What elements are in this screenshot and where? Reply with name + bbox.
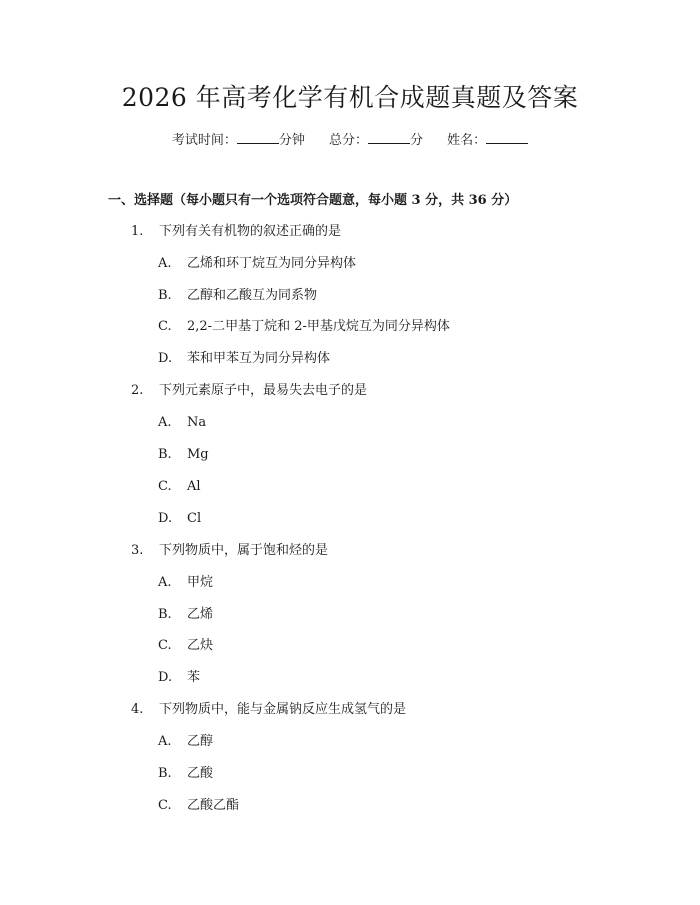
option-letter: D. [158,511,173,526]
option-letter: B. [158,288,172,303]
option[interactable] [158,477,201,497]
total-score-label: 总分： [328,133,368,148]
option[interactable] [158,732,213,752]
option-text: 苯 [187,670,201,685]
option-text: 乙烯 [187,607,214,622]
question [131,381,367,401]
option[interactable] [158,636,213,656]
exam-time-blank[interactable] [237,131,279,144]
question-text: 下列元素原子中，最易失去电子的是 [159,383,368,398]
option-text: 乙酸乙酯 [187,798,240,813]
option-letter: B. [158,447,172,462]
option-letter: B. [158,607,172,622]
question-number: 1. [131,224,144,239]
question-number: 3. [131,543,144,558]
option[interactable] [158,349,330,369]
option-letter: D. [158,670,173,685]
option-text: 乙醇和乙酸互为同系物 [187,288,318,303]
option-text: 乙烯和环丁烷互为同分异构体 [187,256,357,271]
total-score-blank[interactable] [368,131,410,144]
name-blank[interactable] [486,131,528,144]
option-letter: A. [158,575,172,590]
option-letter: A. [158,256,172,271]
option[interactable] [158,254,356,274]
option-text: Cl [187,511,202,526]
option-letter: C. [158,798,172,813]
question-text: 下列物质中，属于饱和烃的是 [159,543,329,558]
option-text: 甲烷 [187,575,214,590]
option[interactable] [158,286,317,306]
option-letter: A. [158,415,172,430]
option-text: 乙醇 [187,734,214,749]
name-field [447,133,528,148]
question [131,222,341,242]
option[interactable] [158,605,213,625]
question-text: 下列有关有机物的叙述正确的是 [159,224,342,239]
total-score-field [329,133,427,148]
question-number: 4. [131,702,144,717]
option-text: 苯和甲苯互为同分异构体 [187,351,331,366]
total-score-unit: 分 [410,133,424,148]
option-letter: A. [158,734,172,749]
option-letter: C. [158,319,172,334]
option-text: Al [187,479,201,494]
question [131,541,328,561]
option-text: Na [187,415,207,430]
option-text: 乙酸 [187,766,214,781]
question [131,700,406,720]
exam-time-field [172,133,309,148]
question-text: 下列物质中，能与金属钠反应生成氢气的是 [159,702,407,717]
option[interactable] [158,317,450,337]
exam-time-label: 考试时间： [171,133,237,148]
option[interactable] [158,413,206,433]
option-letter: D. [158,351,173,366]
page-title: 2026 年高考化学有机合成题真题及答案 [121,83,579,112]
option[interactable] [158,445,209,465]
option-letter: C. [158,479,172,494]
option[interactable] [158,764,213,784]
option[interactable] [158,796,239,816]
option-letter: B. [158,766,172,781]
question-number: 2. [131,383,144,398]
option-text: Mg [187,447,209,462]
option-text: 2,2-二甲基丁烷和 2-甲基戊烷互为同分异构体 [187,319,450,334]
option[interactable] [158,573,213,593]
name-label: 姓名： [447,133,487,148]
option-letter: C. [158,638,172,653]
exam-time-unit: 分钟 [278,133,305,148]
option-text: 乙炔 [187,638,214,653]
option[interactable] [158,668,200,688]
option[interactable] [158,509,201,529]
exam-info-line [0,130,700,152]
section-heading: 一、选择题（每小题只有一个选项符合题意，每小题 3 分，共 36 分） [108,193,518,208]
